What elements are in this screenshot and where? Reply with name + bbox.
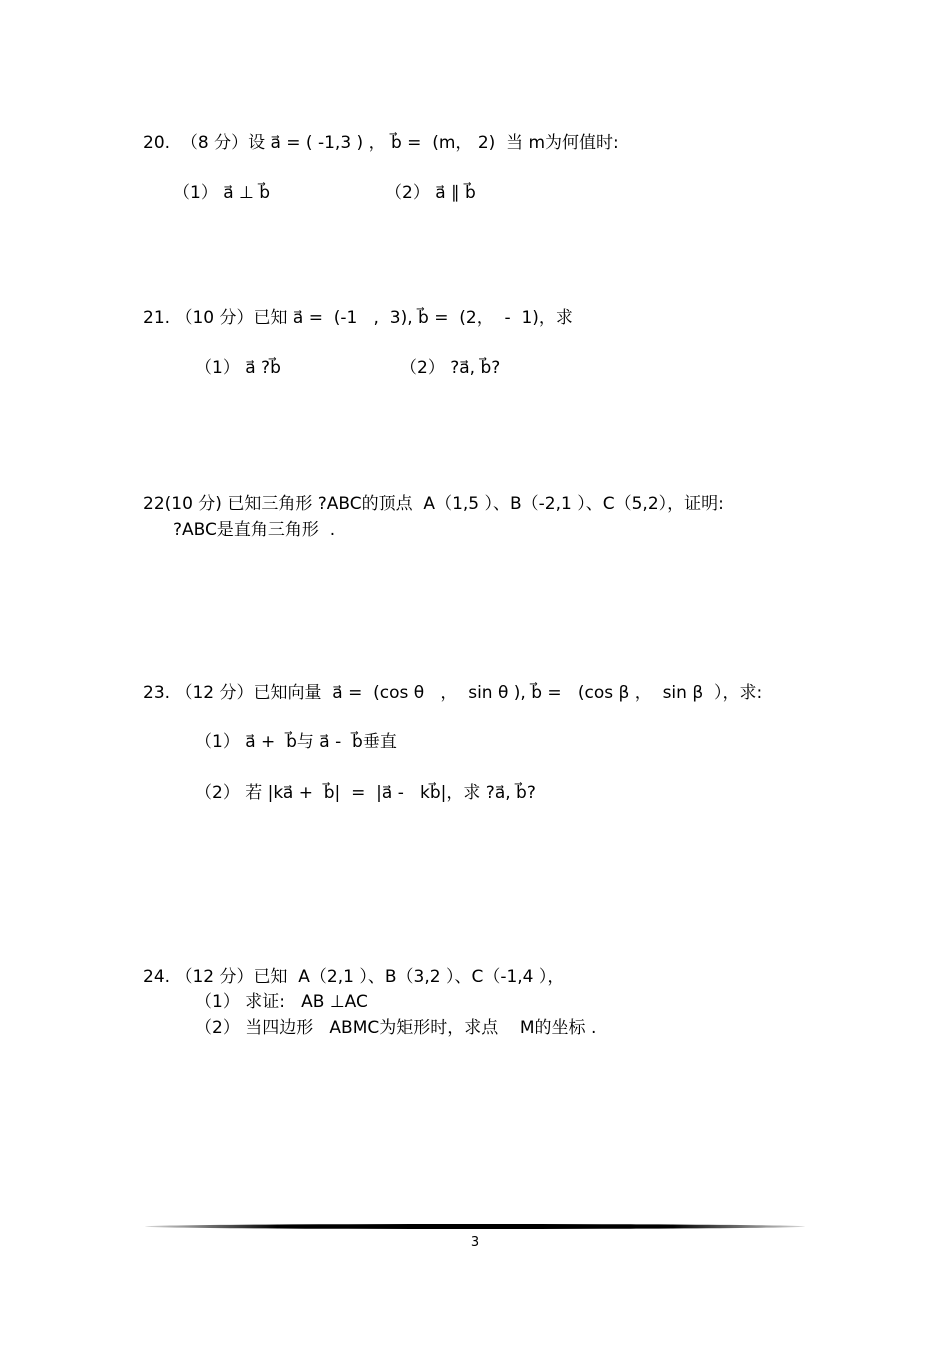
problem-20-stem: 20. （8 分）设 a⃗ = ( -1,3 ) ， b⃗ = (m， 2) 当 m为何值时: [143,133,619,153]
footer-rule [145,1224,805,1229]
problem-21-stem: 21. （10 分）已知 a⃗ = (-1 , 3), b⃗ = (2， - 1)，求 [143,308,573,328]
problem-20-part-2: （2） a⃗ ∥ b⃗ [385,183,476,203]
problem-21-part-2: （2） ?a⃗, b⃗? [400,358,501,378]
page-number: 3 [470,1235,480,1250]
problem-23-stem: 23. （12 分）已知向量 a⃗ = (cos θ ， sin θ ), b⃗ = (cos β ， sin β ），求: [143,683,763,703]
problem-20-part-1: （1） a⃗ ⊥ b⃗ [173,183,271,203]
problem-23-part-2: （2） 若 |ka⃗ + b⃗| = |a⃗ - kb⃗|，求 ?a⃗, b⃗? [195,783,536,803]
problem-22-continuation: ?ABC是直角三角形 . [173,520,336,540]
problem-24-part-2: （2） 当四边形 ABMC为矩形时，求点 M的坐标 . [195,1018,597,1038]
problem-23-part-1: （1） a⃗ + b⃗与 a⃗ - b⃗垂直 [195,732,397,752]
problem-24-stem: 24. （12 分）已知 A（2,1 ）、B（3,2 ）、C（-1,4 ）， [143,967,565,987]
problem-24-part-1: （1） 求证: AB ⊥AC [195,992,368,1012]
problem-22-stem: 22(10 分) 已知三角形 ?ABC的顶点 A（1,5 ）、B（-2,1 ）、C（5,2），证明: [143,494,724,514]
problem-21-part-1: （1） a⃗ ?b⃗ [195,358,281,378]
